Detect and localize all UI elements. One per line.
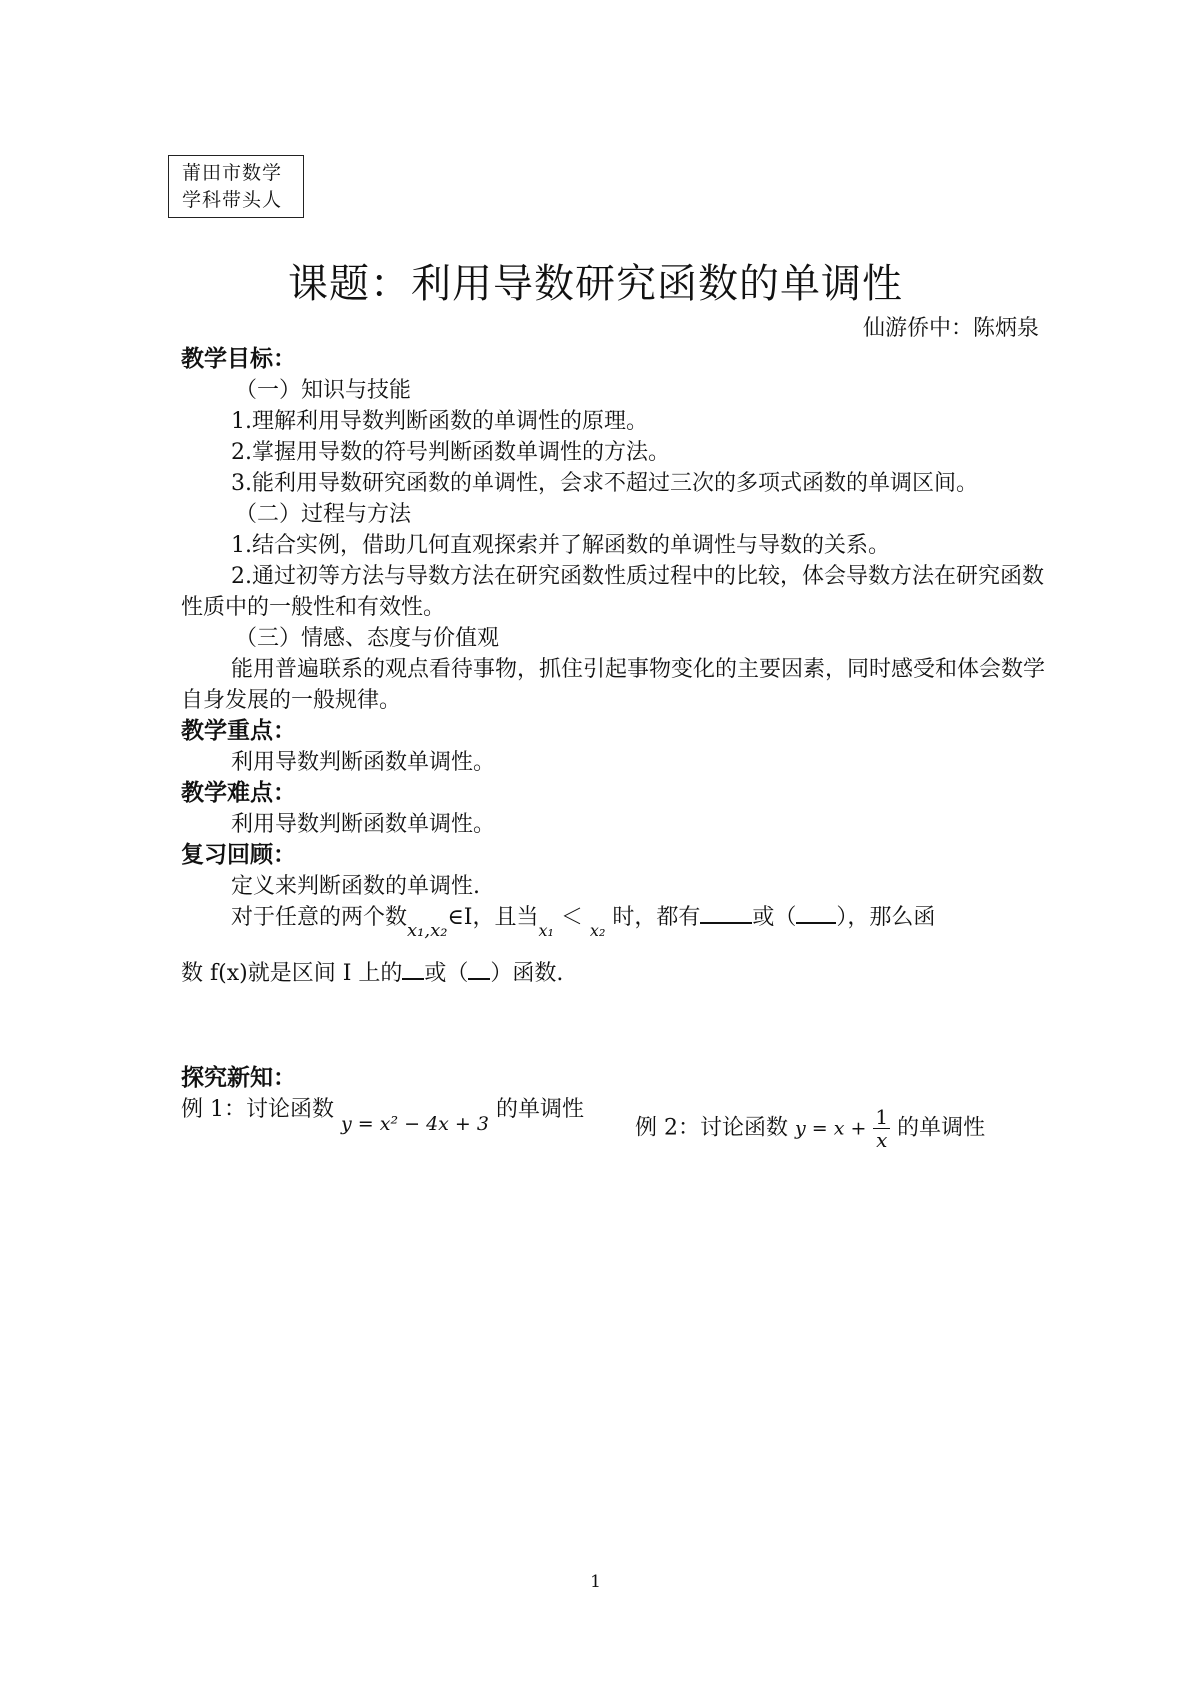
review-x1: x₁ — [538, 921, 554, 940]
difficulty-text: 利用导数判断函数单调性。 — [231, 812, 496, 837]
lesson-body — [181, 344, 1051, 1164]
blank-3 — [402, 978, 424, 980]
review-less-than: ＜ — [560, 905, 583, 930]
emotion-text: 能用普遍联系的观点看待事物，抓住引起事物变化的主要因素，同时感受和体会数学自身发展的一般规律。 — [181, 657, 1046, 713]
explore-heading: 探究新知： — [181, 1065, 296, 1091]
knowledge-item-2: 2.掌握用导数的符号判断函数单调性的方法。 — [231, 440, 670, 465]
review-line-3c: ）函数. — [490, 961, 564, 986]
review-line-3a: 数 f(x)就是区间 I 上的 — [181, 961, 403, 986]
spacer — [181, 989, 1051, 1063]
review-vars-formula: x₁,x₂ — [407, 920, 448, 941]
objectives-heading: 教学目标： — [181, 346, 296, 372]
review-conclusion — [181, 958, 1051, 989]
process-heading: （二）过程与方法 — [235, 502, 412, 527]
review-definition — [181, 902, 1051, 958]
example-2 — [635, 1106, 985, 1151]
example-1-suffix: 的单调性 — [495, 1097, 584, 1122]
key-point-heading: 教学重点： — [181, 718, 296, 744]
fraction-denominator: x — [876, 1128, 888, 1152]
emotion-heading: （三）情感、态度与价值观 — [235, 626, 500, 651]
example-2-formula: y = x + — [795, 1117, 867, 1140]
example-2-label: 例 2：讨论函数 — [635, 1115, 788, 1141]
author-title-badge — [168, 155, 304, 218]
example-1-label: 例 1：讨论函数 — [181, 1097, 334, 1122]
knowledge-item-1: 1.理解利用导数判断函数的单调性的原理。 — [231, 409, 648, 434]
knowledge-heading: （一）知识与技能 — [235, 378, 412, 403]
review-heading: 复习回顾： — [181, 842, 296, 868]
blank-2 — [796, 922, 836, 924]
example-1-formula: y = x² − 4x + 3 — [341, 1113, 489, 1135]
page-number: 1 — [590, 1572, 601, 1592]
process-item-2: 2.通过初等方法与导数方法在研究函数性质过程中的比较，体会导数方法在研究函数性质中的一般性和有效性。 — [181, 564, 1044, 620]
review-x2: x₂ — [589, 921, 606, 940]
blank-1 — [700, 922, 752, 924]
process-item-1: 1.结合实例，借助几何直观探索并了解函数的单调性与导数的关系。 — [231, 533, 890, 558]
review-line-1: 定义来判断函数的单调性. — [231, 874, 480, 899]
badge-line-2: 学科带头人 — [182, 189, 283, 211]
lesson-title: 课题：利用导数研究函数的单调性 — [288, 261, 903, 307]
badge-line-1: 莆田市数学 — [182, 162, 283, 184]
review-line-3b: 或（ — [424, 961, 469, 986]
blank-4 — [468, 978, 490, 980]
review-text-part-5: ），那么函 — [836, 905, 936, 930]
key-point-text: 利用导数判断函数单调性。 — [231, 750, 496, 775]
difficulty-heading: 教学难点： — [181, 780, 296, 806]
fraction-numerator: 1 — [875, 1105, 889, 1129]
example-2-suffix: 的单调性 — [897, 1115, 986, 1141]
review-text-part-2: ∈I，且当 — [447, 905, 539, 930]
example-1 — [181, 1094, 584, 1135]
example-2-fraction — [873, 1106, 890, 1151]
review-text-part-1: 对于任意的两个数 — [231, 905, 408, 930]
author-line: 仙游侨中：陈炳泉 — [862, 316, 1039, 341]
review-text-part-4: 或（ — [752, 905, 797, 930]
review-text-part-3: 时，都有 — [612, 905, 701, 930]
knowledge-item-3: 3.能利用导数研究函数的单调性，会求不超过三次的多项式函数的单调区间。 — [231, 471, 978, 496]
examples-row — [181, 1094, 1051, 1164]
